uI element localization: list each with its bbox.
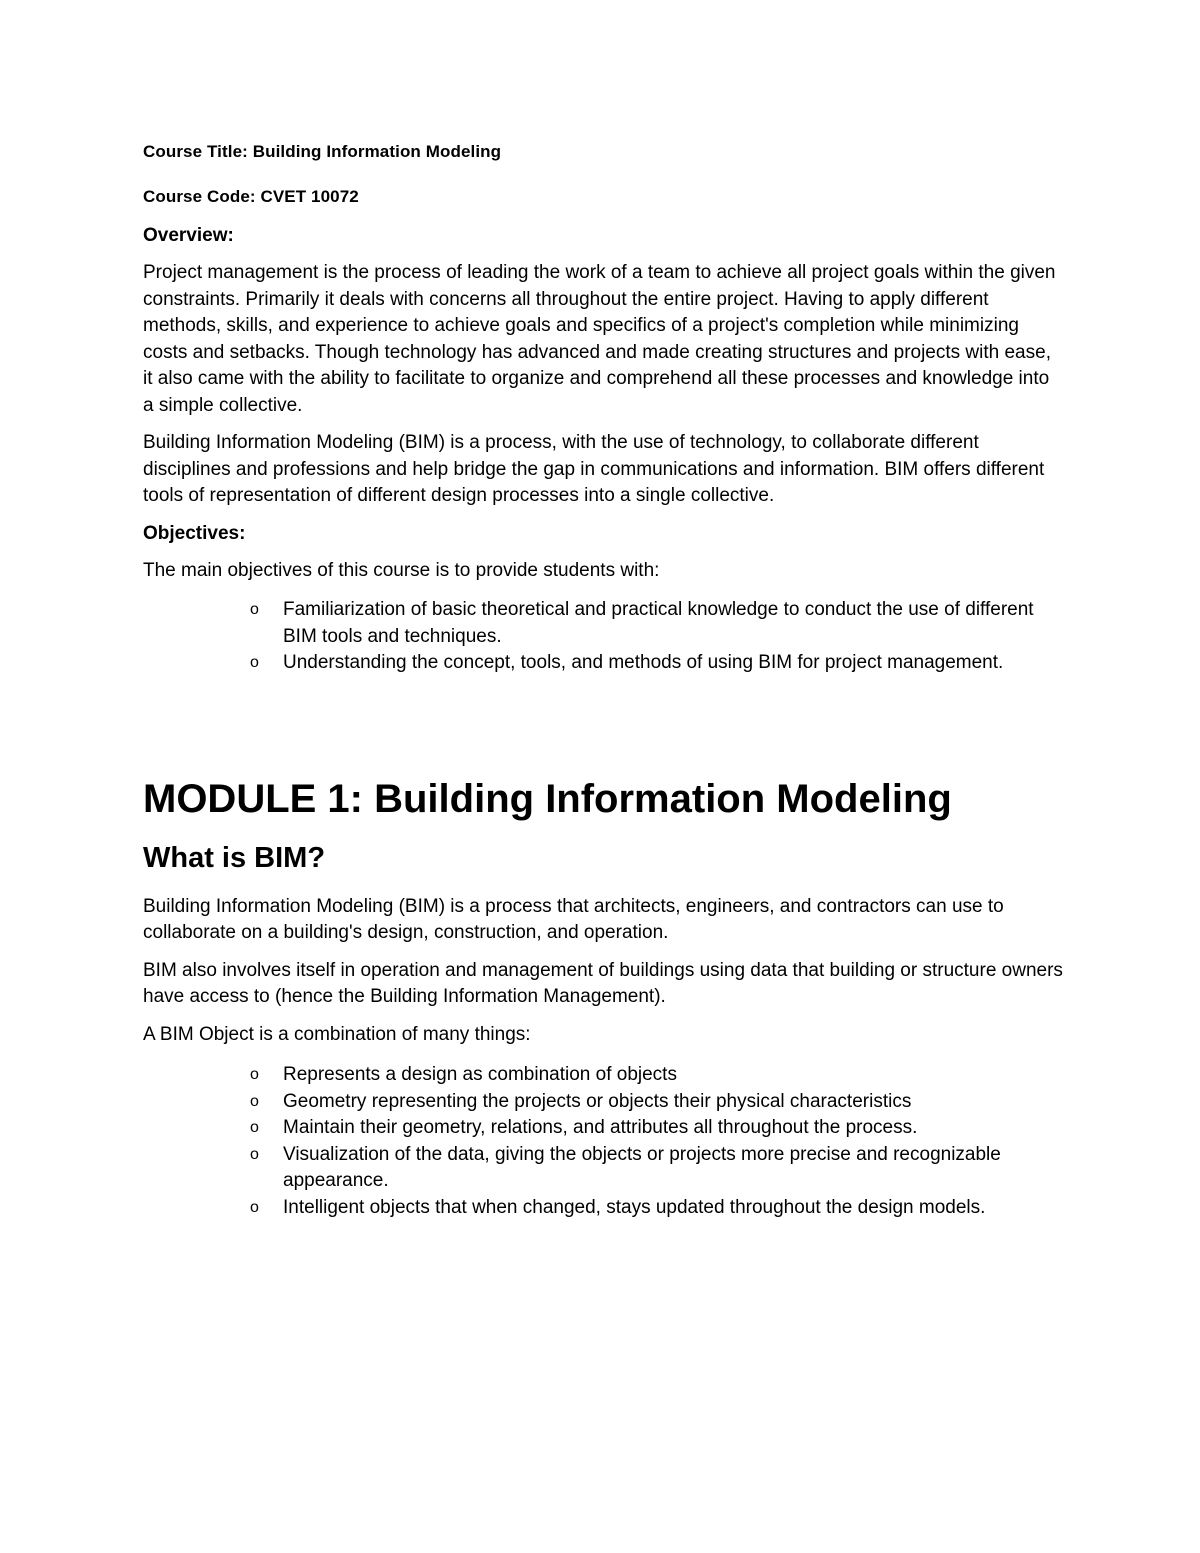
objectives-list	[143, 597, 1063, 677]
list-item-text: Intelligent objects that when changed, stays updated throughout the design models.	[283, 1196, 986, 1218]
list-item	[250, 1142, 1063, 1195]
list-item-text: Represents a design as combination of objects	[283, 1064, 677, 1085]
list-item-text: Visualization of the data, giving the objects or projects more precise and recognizable appearance.	[283, 1143, 1001, 1191]
section-subtitle: What is BIM?	[143, 841, 326, 874]
overview-heading: Overview:	[143, 225, 234, 246]
objectives-heading: Objectives:	[143, 522, 246, 544]
module-paragraph: Building Information Modeling (BIM) is a process that architects, engineers, and contractors can use to collaborate on a building's design, construction, and operation.	[143, 895, 1004, 943]
bim-object-list	[143, 1062, 1063, 1221]
bullet-circle-icon: o	[250, 1198, 259, 1216]
list-item	[250, 1195, 1063, 1222]
bullet-circle-icon: o	[250, 1119, 259, 1136]
list-item-text: Understanding the concept, tools, and methods of using BIM for project management.	[283, 652, 1004, 673]
overview-paragraph: Building Information Modeling (BIM) is a process, with the use of technology, to collaborate different disciplines and professions and help bridge the gap in communications and information. BIM offers different tools of representation of different design processes into a single collective.	[143, 432, 1045, 506]
course-title: Course Title: Building Information Modeling	[143, 142, 502, 161]
list-item	[250, 1089, 1063, 1116]
bullet-circle-icon: o	[250, 1145, 259, 1163]
bullet-circle-icon: o	[250, 601, 259, 618]
list-item-text: Maintain their geometry, relations, and attributes all throughout the process.	[283, 1117, 918, 1138]
course-code: Course Code: CVET 10072	[143, 187, 359, 206]
list-item	[250, 1115, 1063, 1142]
document-content	[143, 140, 1063, 1221]
bullet-circle-icon: o	[250, 1066, 259, 1083]
list-item-text: Geometry representing the projects or objects their physical characteristics	[283, 1090, 912, 1112]
list-item	[250, 650, 1063, 677]
module-paragraph: A BIM Object is a combination of many things:	[143, 1023, 531, 1045]
module-paragraph: BIM also involves itself in operation and management of buildings using data that building or structure owners have access to (hence the Building Information Management).	[143, 959, 1063, 1007]
module-title: MODULE 1: Building Information Modeling	[143, 776, 952, 821]
objectives-intro: The main objectives of this course is to provide students with:	[143, 559, 660, 581]
list-item-text: Familiarization of basic theoretical and practical knowledge to conduct the use of different BIM tools and techniques.	[283, 599, 1034, 647]
overview-paragraph: Project management is the process of leading the work of a team to achieve all project goals within the given constraints. Primarily it deals with concerns all throughout the entire project. Having to apply different methods, skills, and experience to achieve goals and specifics of a project's completion while minimizing costs and setbacks. Though technology has advanced and made creating structures and projects with ease, it also came with the ability to facilitate to organize and comprehend all these processes and knowledge into a simple collective.	[143, 262, 1056, 416]
bullet-circle-icon: o	[250, 654, 259, 671]
list-item	[250, 597, 1063, 650]
bullet-circle-icon: o	[250, 1092, 259, 1110]
list-item	[250, 1062, 1063, 1089]
